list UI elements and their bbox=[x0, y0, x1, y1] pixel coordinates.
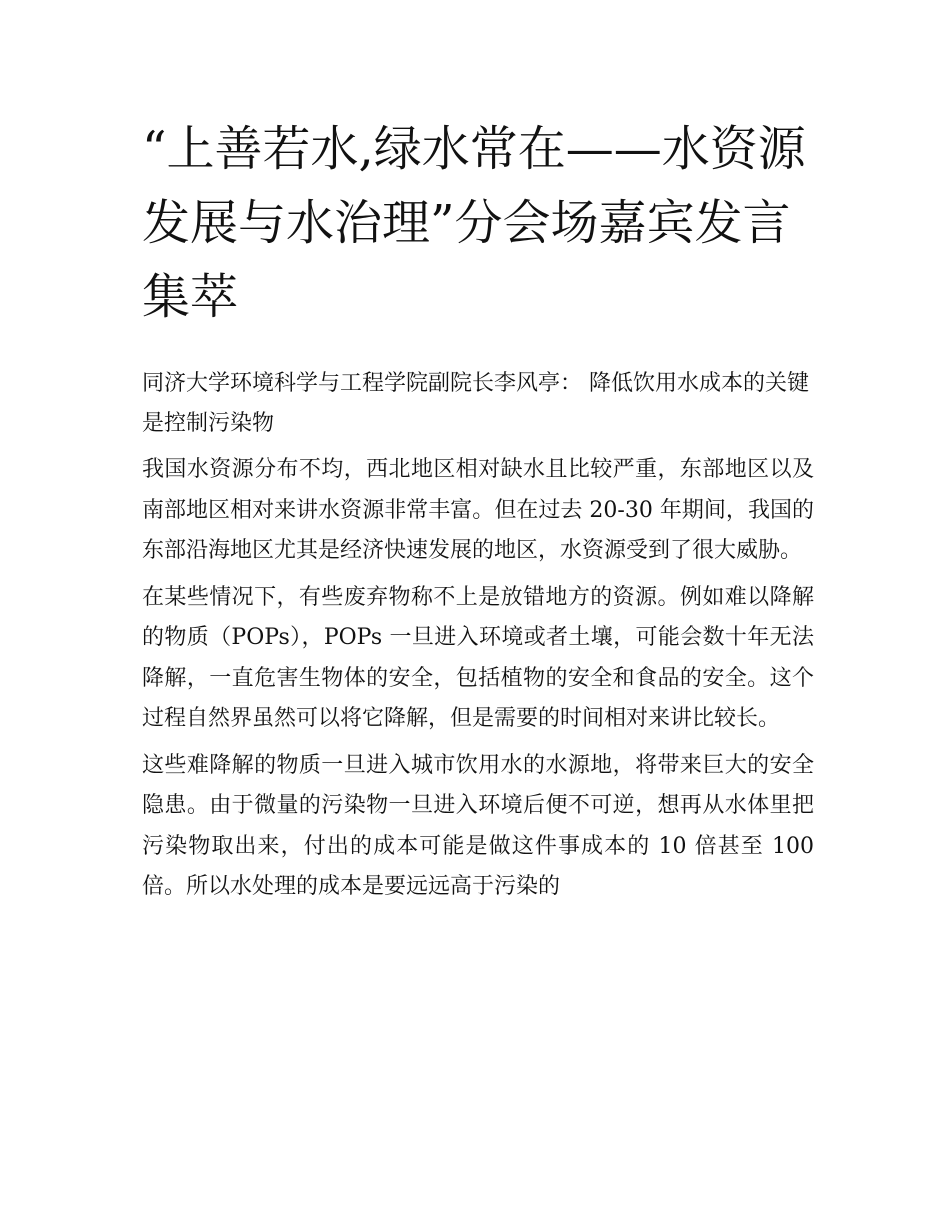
document-page bbox=[142, 112, 814, 908]
speaker-heading: 同济大学环境科学与工程学院副院长李风亭： 降低饮用水成本的关键是控制污染物 bbox=[142, 371, 809, 436]
document-title: “上善若水,绿水常在——水资源发展与水治理”分会场嘉宾发言集萃 bbox=[142, 121, 806, 325]
paragraph-3: 这些难降解的物质一旦进入城市饮用水的水源地，将带来巨大的安全隐患。由于微量的污染物一旦进入环境后便不可逆，想再从水体里把污染物取出来，付出的成本可能是做这件事成本的 10 倍甚至 100 倍。所以水处理的成本是要远远高于污染的 bbox=[142, 752, 814, 899]
paragraph-2: 在某些情况下，有些废弃物称不上是放错地方的资源。例如难以降解的物质（POPs），POPs 一旦进入环境或者土壤，可能会数十年无法降解，一直危害生物体的安全，包括植物的安全和食品的安全。这个过程自然界虽然可以将它降解，但是需要的时间相对来讲比较长。 bbox=[142, 584, 814, 731]
paragraph-1: 我国水资源分布不均，西北地区相对缺水且比较严重，东部地区以及南部地区相对来讲水资源非常丰富。但在过去 20-30 年期间，我国的东部沿海地区尤其是经济快速发展的地区，水资源受到了很大威胁。 bbox=[142, 457, 814, 563]
